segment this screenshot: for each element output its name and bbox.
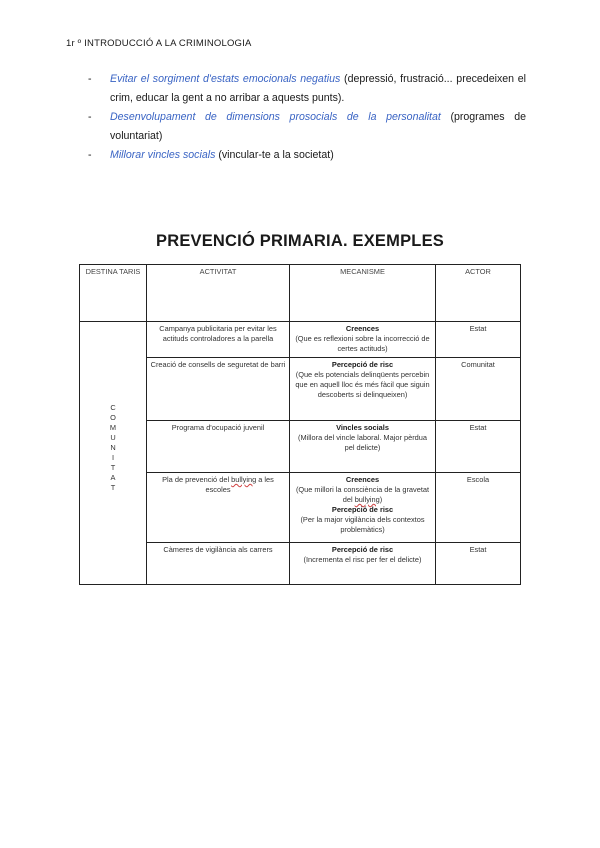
- mecanisme-description: (Per la major vigilància dels contextos problemàtics): [300, 515, 425, 534]
- mecanisme-cell: [290, 421, 436, 473]
- header-actor: ACTOR: [436, 265, 521, 322]
- table-row: [80, 473, 521, 543]
- section-title: PREVENCIÓ PRIMARIA. EXEMPLES: [156, 232, 444, 250]
- actor-cell: Estat: [436, 421, 521, 473]
- vertical-label: [80, 403, 146, 493]
- mecanisme-title: Vincles socials: [336, 423, 389, 432]
- mecanisme-cell: [290, 543, 436, 585]
- mecanisme-description: (Incrementa el risc per fer el delicte): [303, 555, 422, 564]
- bullet-text: (programes de voluntariat): [110, 111, 526, 142]
- vertical-letter: N: [110, 443, 116, 452]
- table-row: [80, 322, 521, 358]
- mecanisme-cell: [290, 358, 436, 421]
- bullet-list: [88, 70, 526, 165]
- list-item: [88, 108, 526, 146]
- mecanisme-title: Creences: [345, 324, 380, 333]
- mecanisme-title: Creences: [345, 475, 380, 484]
- bullet-link-text[interactable]: Millorar vincles socials: [110, 149, 216, 161]
- table-row: [80, 358, 521, 421]
- vertical-letter: C: [110, 403, 116, 412]
- actor-cell: Estat: [436, 322, 521, 358]
- vertical-letter: M: [109, 423, 117, 432]
- bullet-text: (vincular-te a la societat): [215, 149, 334, 161]
- table-row: [80, 421, 521, 473]
- header-activitat: ACTIVITAT: [147, 265, 290, 322]
- bullet-dash: -: [88, 111, 92, 123]
- bullet-link-text[interactable]: Desenvolupament de dimensions prosocials de la personalitat: [110, 111, 441, 123]
- table-header-row: [80, 265, 521, 322]
- activitat-cell: Campanya publicitaria per evitar les actituds controladores a la parella: [147, 322, 290, 358]
- examples-table: [79, 264, 521, 585]
- destinataris-cell: [80, 322, 147, 585]
- bullet-text: (depressió, frustració... precedeixen el crim, educar la gent a no arribar a aquests punts).: [110, 73, 526, 104]
- activitat-text-underlined: bullying: [231, 475, 257, 484]
- activitat-cell: Càmeres de vigilància als carrers: [147, 543, 290, 585]
- activitat-text: a les escoles: [205, 475, 274, 494]
- bullet-dash: -: [88, 73, 92, 85]
- mecanisme-description-text: (Que millori la consciència de la gravetat del: [295, 485, 430, 504]
- vertical-letter: T: [110, 483, 116, 492]
- activitat-cell: Creació de consells de seguretat de barri: [147, 358, 290, 421]
- table-row: [80, 543, 521, 585]
- mecanisme-title: Percepció de risc: [331, 360, 394, 369]
- header-destinataris: DESTINA TARIS: [80, 265, 147, 322]
- mecanisme-title: Percepció de risc: [331, 545, 394, 554]
- document-header: 1r º INTRODUCCIÓ A LA CRIMINOLOGIA: [66, 38, 252, 49]
- bullet-link-text[interactable]: Evitar el sorgiment d'estats emocionals negatius: [110, 73, 341, 85]
- activitat-text: Pla de prevenció del: [162, 475, 232, 484]
- actor-cell: Escola: [436, 473, 521, 543]
- mecanisme-description: (Millora del vincle laboral. Major pèrdua pel delicte): [298, 433, 427, 452]
- mecanisme-description: (Que els potencials delinqüents percebin que en aquell lloc és més fàcil que siguin descoberts si delinqueixen): [295, 370, 430, 399]
- vertical-letter: T: [110, 463, 116, 472]
- vertical-letter: A: [110, 473, 116, 482]
- actor-cell: Estat: [436, 543, 521, 585]
- mecanisme-description-underlined: bullying: [354, 495, 380, 504]
- activitat-cell: [147, 473, 290, 543]
- list-item: [88, 70, 526, 108]
- mecanisme-description: [293, 485, 432, 505]
- header-mecanisme: MECANISME: [290, 265, 436, 322]
- mecanisme-cell: [290, 473, 436, 543]
- vertical-letter: U: [110, 433, 116, 442]
- mecanisme-title: Percepció de risc: [331, 505, 394, 514]
- vertical-letter: I: [111, 453, 115, 462]
- vertical-letter: O: [110, 413, 116, 422]
- mecanisme-description: (Que es reflexioni sobre la incorrecció de certes actituds): [295, 334, 430, 353]
- bullet-dash: -: [88, 149, 92, 161]
- activitat-cell: Programa d'ocupació juvenil: [147, 421, 290, 473]
- mecanisme-description-text: ): [379, 495, 383, 504]
- list-item: [88, 146, 526, 165]
- actor-cell: Comunitat: [436, 358, 521, 421]
- mecanisme-cell: [290, 322, 436, 358]
